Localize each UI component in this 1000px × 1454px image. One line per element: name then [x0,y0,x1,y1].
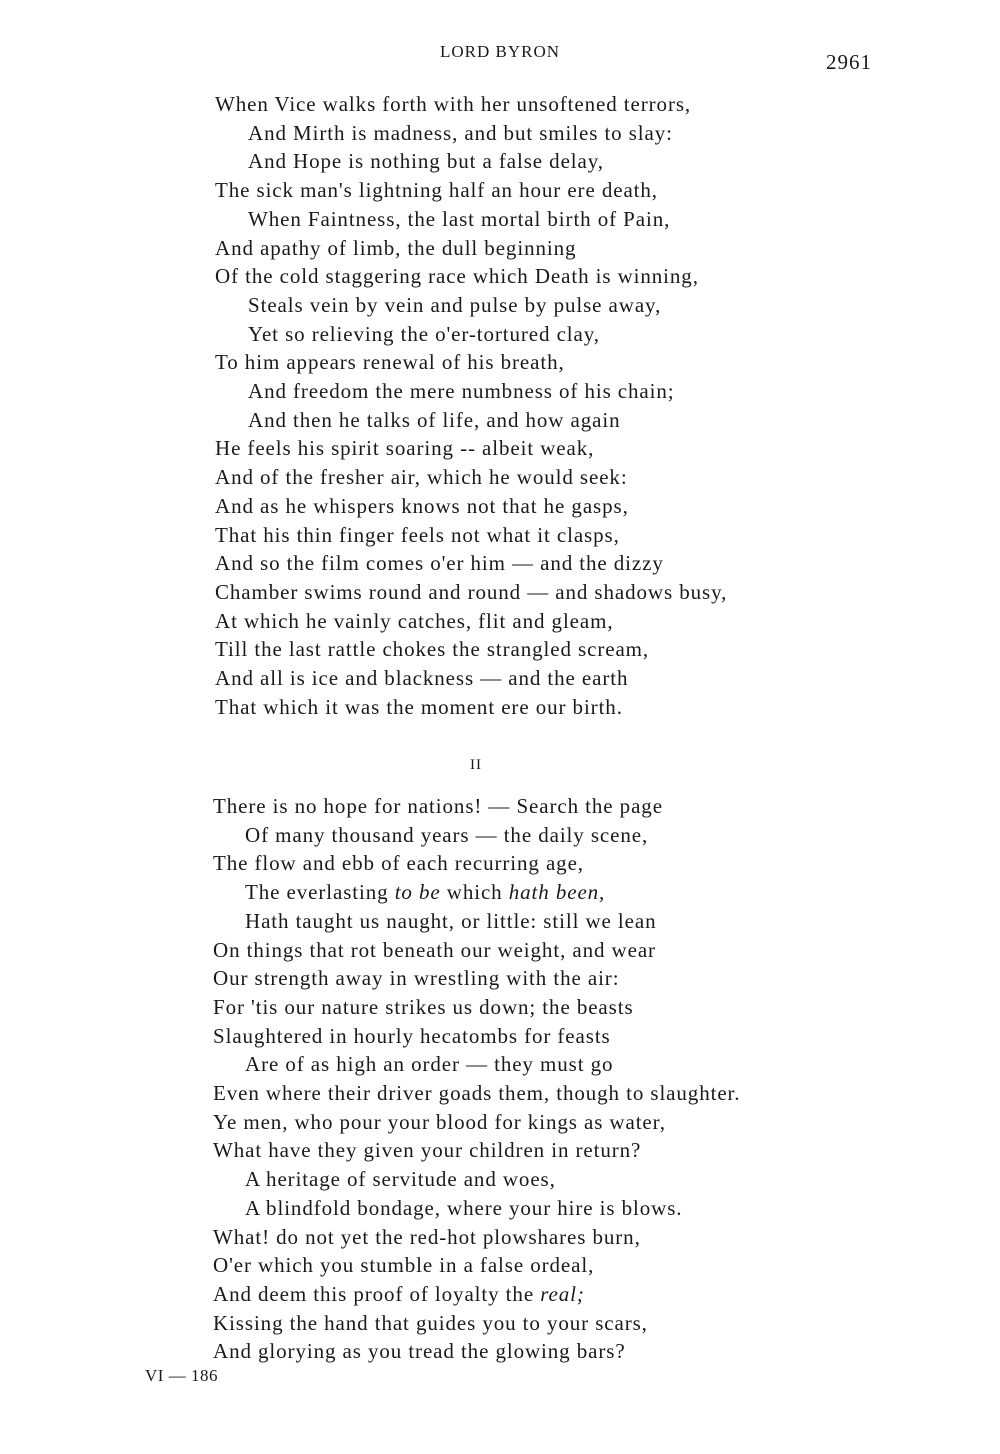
verse-line: At which he vainly catches, flit and gleam, [215,608,614,633]
verse-line [245,907,656,936]
verse-text: On things that rot beneath our weight, and wear [213,937,656,962]
verse-line: When Faintness, the last mortal birth of Pain, [248,206,671,231]
verse-line: And Hope is nothing but a false delay, [248,149,604,174]
signature-mark: VI — 186 [145,1366,218,1385]
verse-text: A heritage of servitude and woes, [245,1167,556,1192]
verse-line: And of the fresher air, which he would seek: [215,465,628,490]
verse-text: The flow and ebb of each recurring age, [213,851,584,876]
verse-line: And all is ice and blackness — and the earth [215,666,629,690]
verse-line: When Vice walks forth with her unsoftened terrors, [215,92,692,116]
italic-phrase: real; [540,1281,585,1306]
verse-line [213,1251,594,1280]
verse-text: O'er which you stumble in a false ordeal, [213,1253,595,1278]
verse-text: Hath taught us naught, or little: still we lean [245,908,657,933]
verse-line: To him appears renewal of his breath, [215,350,565,375]
verse-text: What have they given your children in return? [213,1138,642,1163]
verse-line [245,821,648,850]
verse-text: For 'tis our nature strikes us down; the beasts [213,994,634,1019]
verse-line: And Mirth is madness, and but smiles to slay: [248,120,673,145]
verse-line: And as he whispers knows not that he gasps, [215,493,629,518]
verse-text: The everlasting [245,880,389,905]
verse-line [213,1108,666,1137]
verse-line: And apathy of limb, the dull beginning [215,235,577,260]
verse-text: And deem this proof of loyalty the [213,1281,535,1306]
verse-line [213,1136,641,1165]
verse-text: Ye men, who pour your blood for kings as water, [213,1109,666,1134]
verse-line: That which it was the moment ere our birth. [215,694,623,719]
verse-line [213,792,663,821]
verse-text: Are of as high an order — they must go [245,1052,614,1077]
verse-line [213,1280,585,1309]
verse-line: Chamber swims round and round — and shadows busy, [215,579,728,604]
verse-text: which [446,880,503,905]
verse-text: Kissing the hand that guides you to your scars, [213,1310,648,1335]
italic-phrase: to be [394,880,441,905]
verse-line [213,849,584,878]
verse-line: The sick man's lightning half an hour ere death, [215,178,658,203]
verse-line [245,1050,613,1079]
verse-line: Steals vein by vein and pulse by pulse away, [248,292,662,317]
verse-line: That his thin finger feels not what it clasps, [215,522,620,547]
verse-line [213,936,656,965]
verse-line [213,1079,740,1108]
verse-text: What! do not yet the red-hot plowshares burn, [213,1224,641,1249]
running-head: LORD BYRON [439,42,561,61]
verse-text: Even where their driver goads them, though to slaughter. [213,1081,741,1105]
verse-text: And glorying as you tread the glowing bars? [213,1339,626,1364]
verse-line [245,1165,556,1194]
section-numeral: II [470,757,482,773]
verse-line: He feels his spirit soaring -- albeit weak, [215,436,595,461]
verse-line: And so the film comes o'er him — and the dizzy [215,551,664,576]
verse-line [213,993,634,1022]
verse-line [213,1337,626,1366]
verse-line: Yet so relieving the o'er-tortured clay, [248,321,600,346]
verse-text: Of many thousand years — the daily scene, [245,822,649,847]
verse-text: Our strength away in wrestling with the air: [213,966,620,991]
verse-line: And freedom the mere numbness of his chain; [248,379,675,403]
italic-phrase: hath been, [508,880,606,905]
verse-line [245,878,605,907]
verse-line [213,964,619,993]
verse-line: Till the last rattle chokes the strangled scream, [215,637,650,662]
verse-line [245,1194,682,1223]
verse-text: Slaughtered in hourly hecatombs for feasts [213,1023,611,1048]
verse-line [213,1309,648,1338]
verse-line [213,1022,611,1051]
verse-text: A blindfold bondage, where your hire is blows. [245,1195,683,1220]
verse-line: Of the cold staggering race which Death is winning, [215,264,699,289]
verse-text: There is no hope for nations! — Search the page [213,794,663,818]
verse-line: And then he talks of life, and how again [248,407,621,432]
verse-line [213,1223,641,1252]
page-number: 2961 [826,50,872,74]
